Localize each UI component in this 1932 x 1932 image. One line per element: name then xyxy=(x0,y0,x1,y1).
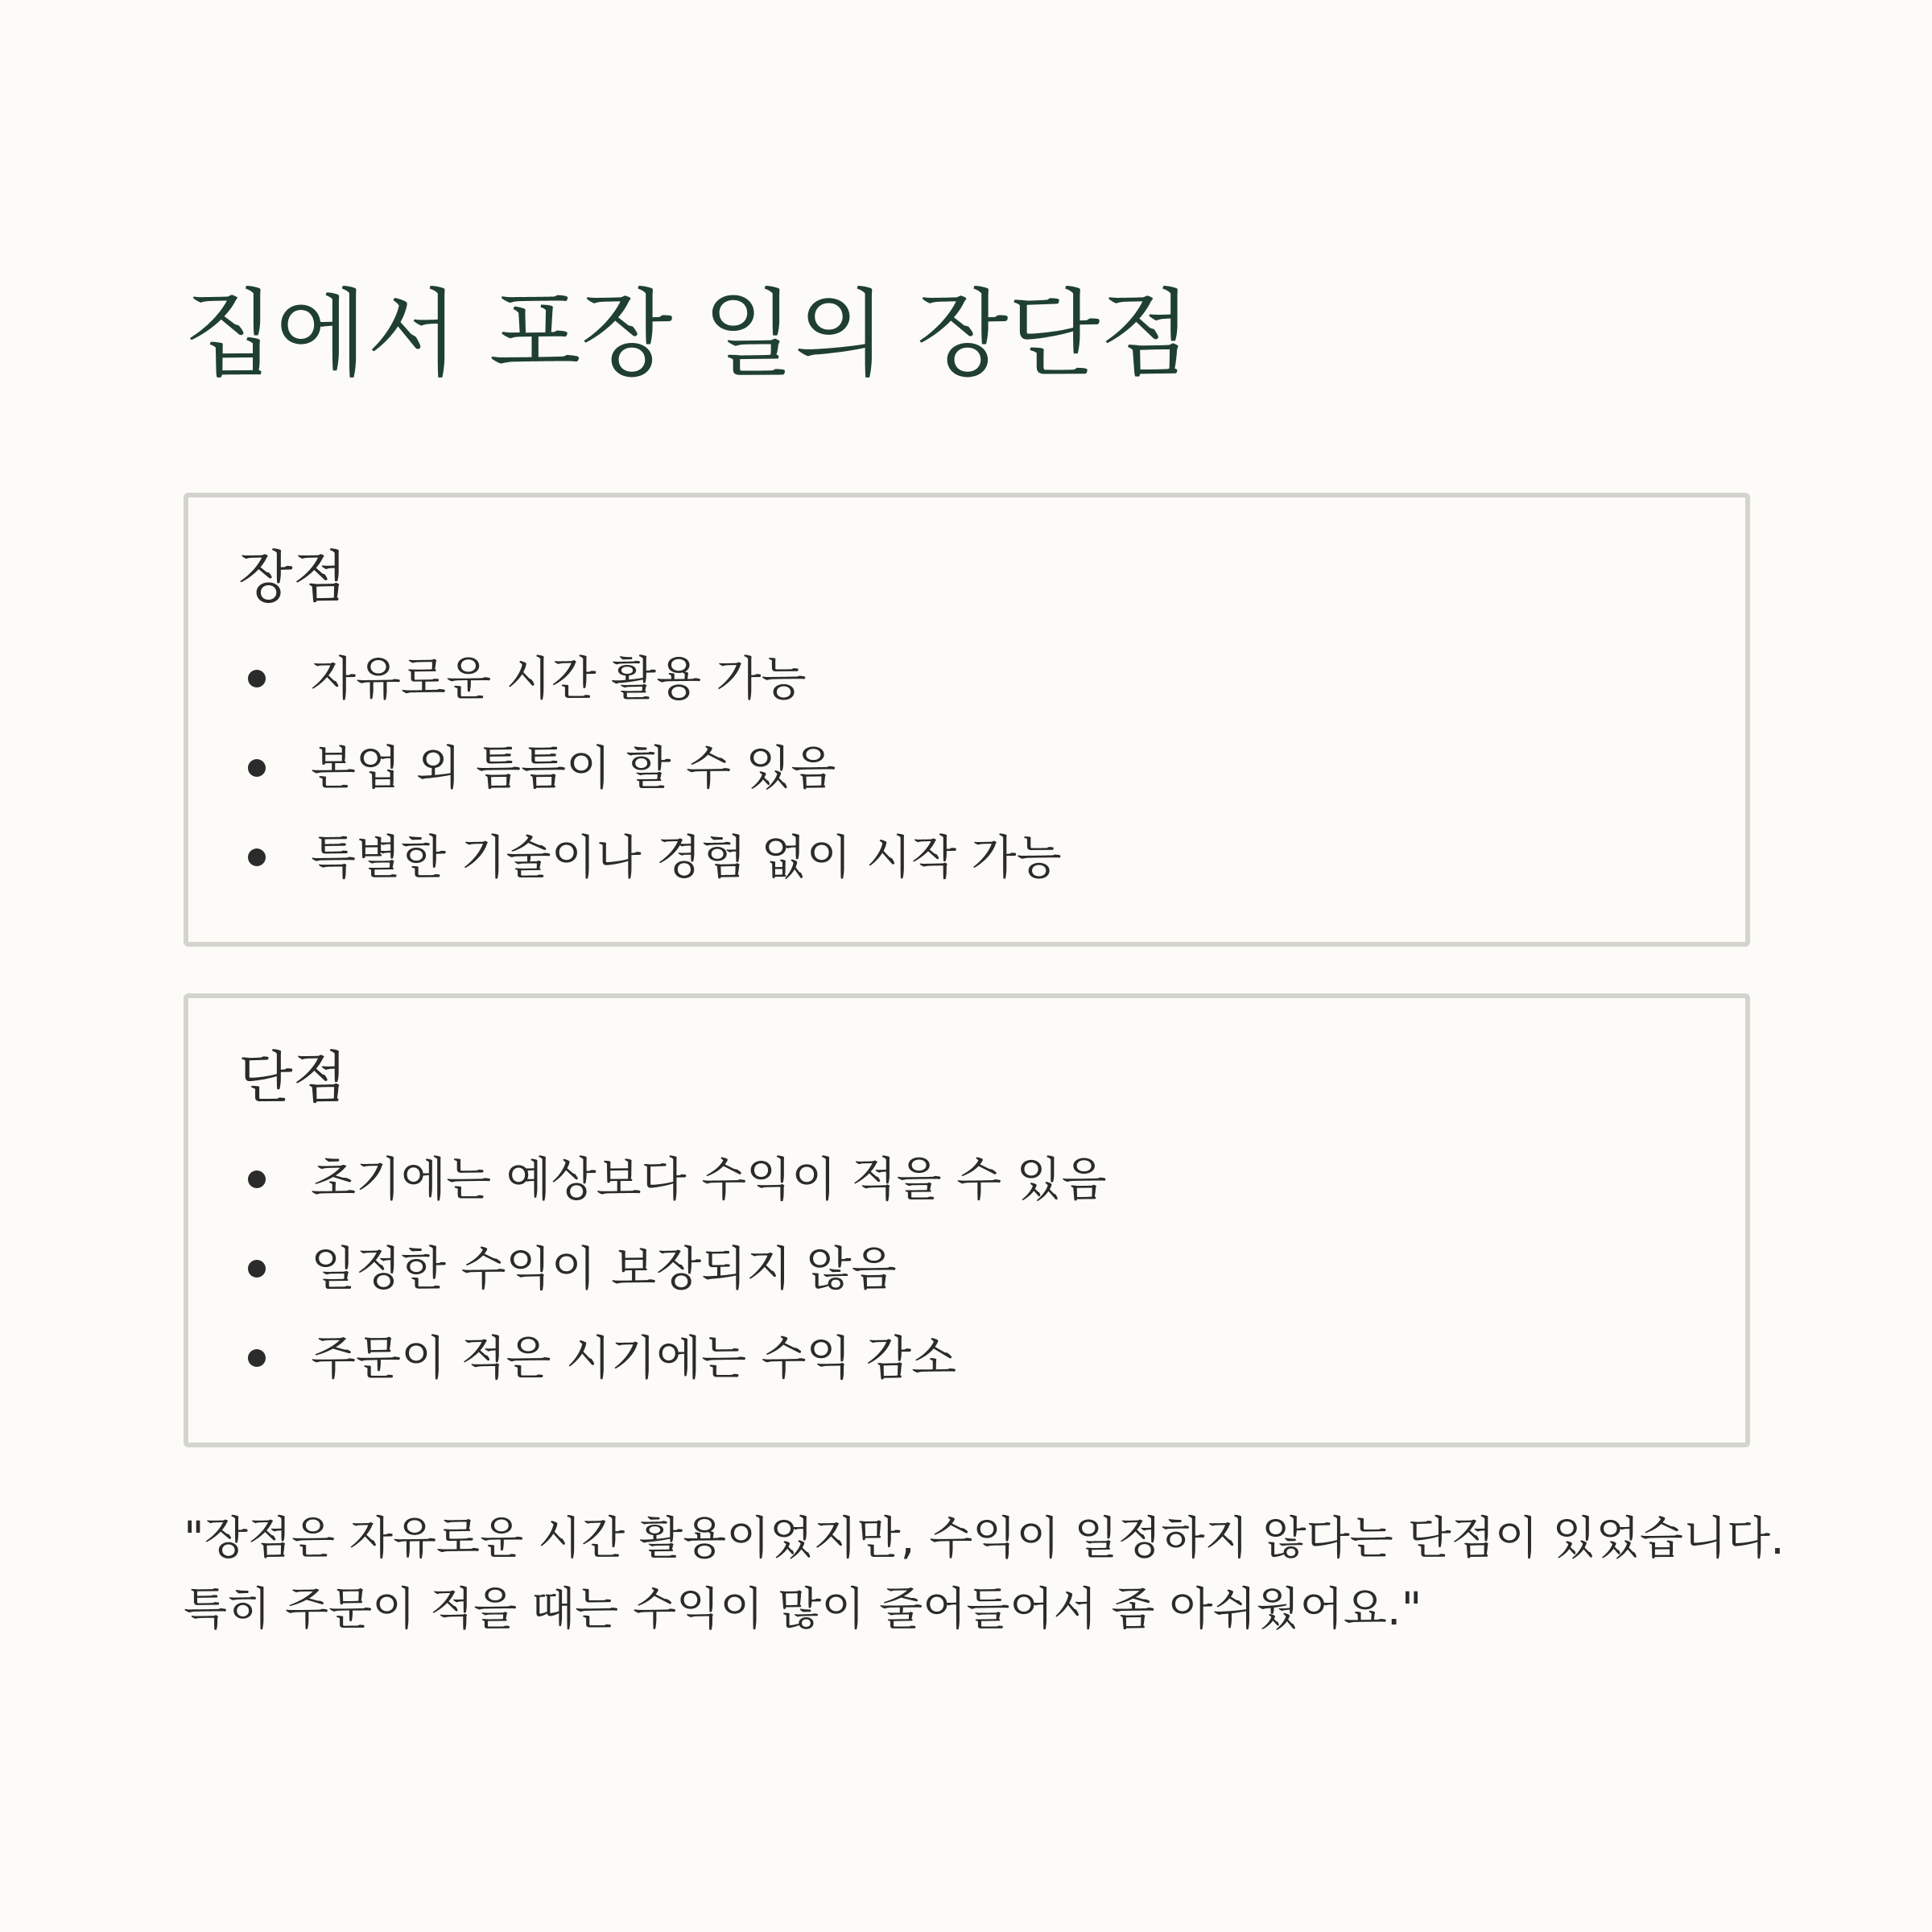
bullet-icon xyxy=(248,1170,266,1188)
list-item xyxy=(238,1151,1107,1241)
bullet-icon xyxy=(248,1260,266,1278)
pros-item-text: 특별한 기술이나 경험 없이 시작 가능 xyxy=(311,830,1062,885)
cons-item-text: 주문이 적은 시기에는 수익 감소 xyxy=(311,1331,957,1385)
cons-heading: 단점 xyxy=(238,1045,348,1111)
list-item xyxy=(238,1330,1107,1419)
bullet-icon xyxy=(248,848,266,866)
testimonial-quote xyxy=(184,1504,1785,1645)
cons-card xyxy=(184,993,1750,1447)
list-item xyxy=(238,650,1062,740)
page-title: 집에서 포장 일의 장단점 xyxy=(184,279,1192,390)
pros-heading: 장점 xyxy=(238,544,348,610)
pros-item-text: 자유로운 시간 활용 가능 xyxy=(311,651,807,706)
pros-list xyxy=(238,650,1062,919)
pros-item-text: 본업 외 틈틈이 할 수 있음 xyxy=(311,741,836,795)
list-item xyxy=(238,740,1062,829)
list-item xyxy=(238,829,1062,919)
list-item xyxy=(238,1241,1107,1330)
bullet-icon xyxy=(248,1349,266,1367)
bullet-icon xyxy=(248,759,266,777)
quote-line-1: "장점은 자유로운 시간 활용이었지만, 수익이 일정하지 않다는 단점이 있었습니다. xyxy=(184,1513,1785,1565)
cons-item-text: 초기에는 예상보다 수익이 적을 수 있음 xyxy=(311,1152,1107,1207)
cons-item-text: 일정한 수익이 보장되지 않음 xyxy=(311,1241,897,1296)
bullet-icon xyxy=(248,670,266,687)
cons-list xyxy=(238,1151,1107,1419)
pros-card xyxy=(184,493,1750,947)
quote-line-2: 특히 주문이 적을 때는 수익이 많이 줄어들어서 좀 아쉬웠어요." xyxy=(184,1583,1422,1636)
